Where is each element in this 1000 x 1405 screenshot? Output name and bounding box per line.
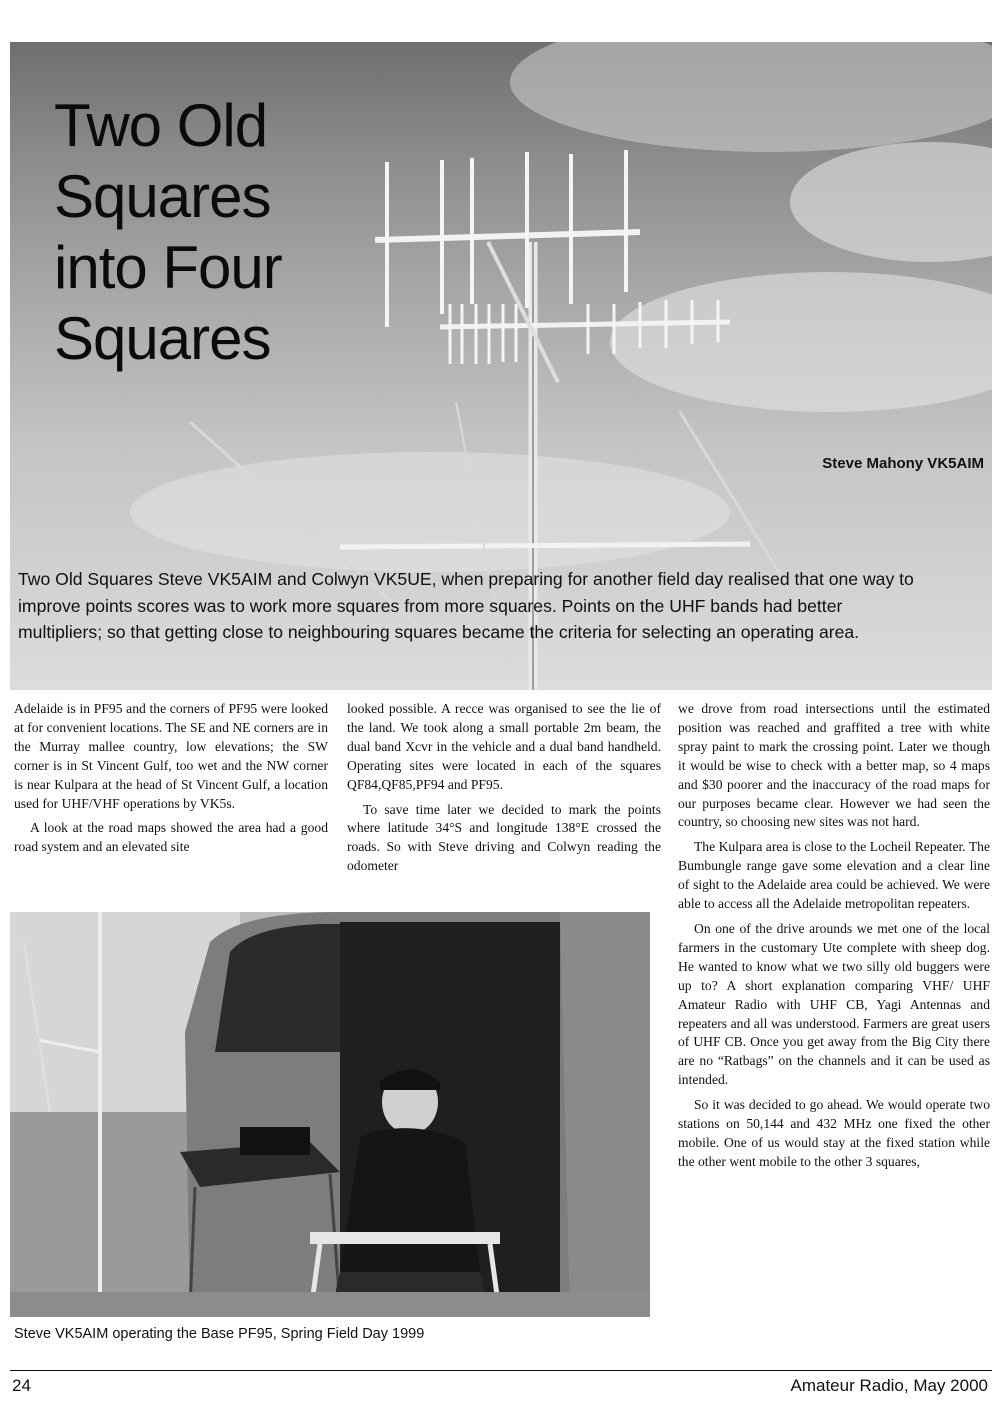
body-paragraph: On one of the drive arounds we met one of the local farmers in the customary Ute complete with sheep dog. He wanted to know what we two silly old buggers were up to? A short explanation comparing VHF/ UHF Amateur Radio with UHF CB, Yagi Antennas and repeaters and all was understood. Farmers are great users of UHF CB. Once you get away from the Big City there are no “Ratbags” on the channels and it can be used as intended. [678,920,990,1088]
publication-footer: Amateur Radio, May 2000 [790,1376,988,1395]
footer-rule [10,1370,992,1371]
intro-paragraph: Two Old Squares Steve VK5AIM and Colwyn VK5UE, when preparing for another field day realised that one way to improve points scores was to work more squares from more squares. Points on the UHF bands had better multipliers; so that getting close to neighbouring squares became the criteria for selecting an operating area. [18,569,914,642]
body-paragraph: So it was decided to go ahead. We would operate two stations on 50,144 and 432 MHz one fixed the other mobile. One of us would stay at the fixed station while the other went mobile to the other 3 squares, [678,1097,990,1169]
title-line: Squares [54,163,271,230]
title-line: Two Old [54,92,268,159]
body-paragraph: A look at the road maps showed the area had a good road system and an elevated site [14,820,328,855]
body-paragraph: Adelaide is in PF95 and the corners of PF95 were looked at for convenient locations. The SE and NE corners are in the Murray mallee country, low elevations; the SW corner is in St Vincent Gulf, too wet and the NW corner is near Kulpara at the head of St Vincent Gulf, a location used for UHF/VHF operations by VK5s. [14,701,328,811]
body-column-2 [347,700,661,876]
body-paragraph: To save time later we decided to mark the points where latitude 34°S and longitude 138°E crossed the roads. So with Steve driving and Colwyn reading the odometer [347,801,661,874]
page-number: 24 [12,1376,31,1395]
hero-photo-antenna-mast [10,42,992,690]
operator-photo [10,912,650,1317]
author-byline: Steve Mahony VK5AIM [822,455,984,472]
title-line: into Four [54,234,282,301]
body-paragraph: we drove from road intersections until the estimated position was reached and graffited a tree with white spray paint to mark the crossing point. Later we though it would be wise to check with a better map, so 4 maps and $30 poorer and the inaccuracy of the road maps for our purposes became clear. However we had seen the country, so choosing new sites was not hard. [678,701,990,830]
photo-caption: Steve VK5AIM operating the Base PF95, Spring Field Day 1999 [14,1326,425,1342]
body-column-3 [678,700,990,1172]
body-paragraph: looked possible. A recce was organised to see the lie of the land. We took along a small portable 2m beam, the dual band Xcvr in the vehicle and a dual band handheld. Operating sites were located in each of the squares QF84,QF85,PF94 and PF95. [347,701,661,792]
title-line: Squares [54,305,271,372]
van-operator-illustration [10,912,650,1317]
body-paragraph: The Kulpara area is close to the Locheil Repeater. The Bumbungle range gave some elevation and a clear line of sight to the Adelaide area could be achieved. We were able to access all the Adelaide metropolitan repeaters. [678,839,990,912]
article-title [54,90,282,374]
body-column-1 [14,700,328,857]
